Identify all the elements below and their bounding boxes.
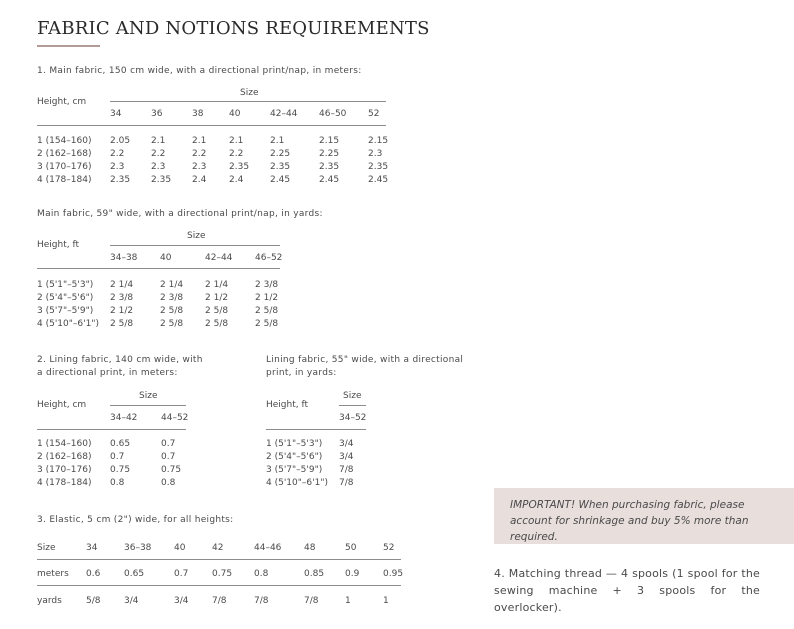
table-cell: 2.35 xyxy=(110,175,131,185)
table-cell: 2.25 xyxy=(319,149,340,159)
table-cell: 7/8 xyxy=(339,478,354,488)
table-cell: 2.15 xyxy=(368,136,389,146)
table-cell: 2.1 xyxy=(192,136,207,146)
column-header: 34 xyxy=(86,543,98,553)
row-label: 2 (162–168) xyxy=(37,452,92,462)
row-label: 1 (154–160) xyxy=(37,136,92,146)
table-cell: 3/4 xyxy=(124,596,139,606)
column-header: 34–38 xyxy=(110,253,138,263)
table-cell: 2.2 xyxy=(151,149,166,159)
table-cell: 0.8 xyxy=(161,478,176,488)
row-label: 2 (5'4"–5'6") xyxy=(266,452,323,462)
row-header: Size xyxy=(37,543,56,553)
column-header: 50 xyxy=(345,543,357,553)
table-cell: 2.1 xyxy=(229,136,244,146)
size-label: Size xyxy=(343,391,362,401)
row-label: 2 (5'4"–5'6") xyxy=(37,293,94,303)
table-caption: 1. Main fabric, 150 cm wide, with a directional print/nap, in meters: xyxy=(37,66,362,76)
column-header: 40 xyxy=(160,253,172,263)
table-cell: 0.8 xyxy=(110,478,125,488)
size-rule xyxy=(339,405,366,406)
table-cell: 2.3 xyxy=(151,162,166,172)
table-cell: 2.25 xyxy=(270,149,291,159)
table-caption: Main fabric, 59" wide, with a directional print/nap, in yards: xyxy=(37,209,323,219)
table-cell: 2.1 xyxy=(270,136,285,146)
table-cell: 0.7 xyxy=(110,452,125,462)
column-header: 38 xyxy=(192,109,204,119)
table-cell: 0.85 xyxy=(304,569,325,579)
table-cell: 0.7 xyxy=(161,439,176,449)
important-text: When purchasing fabric, please account for shrinkage and buy 5% more than required. xyxy=(510,499,749,543)
header-rule xyxy=(37,268,280,269)
table-cell: 2.35 xyxy=(151,175,172,185)
table-cell: 2.3 xyxy=(192,162,207,172)
column-header: 46–52 xyxy=(255,253,283,263)
column-header: 42–44 xyxy=(270,109,298,119)
table-cell: 3/4 xyxy=(174,596,189,606)
table-caption: Lining fabric, 55" wide, with a directional xyxy=(266,355,464,365)
table-caption: print, in yards: xyxy=(266,368,337,378)
row-header: Height, ft xyxy=(266,400,309,410)
column-header: 36 xyxy=(151,109,163,119)
table-cell: 0.9 xyxy=(345,569,360,579)
table-cell: 2 1/4 xyxy=(110,280,134,290)
table-cell: 2 1/2 xyxy=(110,306,134,316)
column-header: 44–46 xyxy=(254,543,282,553)
row-label: 4 (5'10"–6'1") xyxy=(266,478,328,488)
table-cell: 0.65 xyxy=(110,439,131,449)
table-cell: 2 5/8 xyxy=(205,319,229,329)
table-cell: 2.3 xyxy=(368,149,383,159)
table-cell: 2 5/8 xyxy=(160,319,184,329)
row-label: 3 (170–176) xyxy=(37,465,92,475)
title-underline xyxy=(37,45,100,47)
row-header: Height, cm xyxy=(37,97,87,107)
column-header: 44–52 xyxy=(161,413,189,423)
important-note xyxy=(494,488,794,544)
row-label: 4 (5'10"–6'1") xyxy=(37,319,99,329)
table-cell: 3/4 xyxy=(339,439,354,449)
column-header: 52 xyxy=(383,543,395,553)
table-cell: 2.1 xyxy=(151,136,166,146)
table-cell: 2.35 xyxy=(368,162,389,172)
table-cell: 2.45 xyxy=(319,175,340,185)
table-cell: 0.7 xyxy=(161,452,176,462)
row-label: 4 (178–184) xyxy=(37,175,92,185)
table-cell: 2 3/8 xyxy=(160,293,184,303)
table-cell: 2 1/4 xyxy=(205,280,229,290)
table-cell: 2.2 xyxy=(110,149,125,159)
table-cell: 2.2 xyxy=(192,149,207,159)
row-label: meters xyxy=(37,569,69,579)
table-cell: 2.4 xyxy=(192,175,207,185)
table-cell: 1 xyxy=(345,596,351,606)
table-cell: 2 3/8 xyxy=(255,280,279,290)
table-cell: 2.2 xyxy=(229,149,244,159)
row-label: 1 (5'1"–5'3") xyxy=(266,439,323,449)
table-cell: 2 1/2 xyxy=(205,293,229,303)
table-cell: 2.45 xyxy=(270,175,291,185)
size-label: Size xyxy=(187,231,206,241)
table-cell: 2 5/8 xyxy=(110,319,134,329)
row-label: 3 (5'7"–5'9") xyxy=(266,465,323,475)
table-cell: 0.65 xyxy=(124,569,145,579)
table-cell: 2.35 xyxy=(319,162,340,172)
header-rule xyxy=(266,429,366,430)
row-label: 3 (5'7"–5'9") xyxy=(37,306,94,316)
table-caption: 3. Elastic, 5 cm (2") wide, for all heights: xyxy=(37,515,234,525)
table-cell: 2.35 xyxy=(229,162,250,172)
size-label: Size xyxy=(240,88,259,98)
table-caption: 2. Lining fabric, 140 cm wide, with xyxy=(37,355,203,365)
column-header: 34 xyxy=(110,109,122,119)
table-cell: 0.7 xyxy=(174,569,189,579)
thread-requirement: 4. Matching thread — 4 spools (1 spool for the sewing machine + 3 spools for the overlocker). xyxy=(494,567,760,614)
header-rule xyxy=(37,125,386,126)
table-cell: 0.95 xyxy=(383,569,404,579)
table-cell: 3/4 xyxy=(339,452,354,462)
table-cell: 7/8 xyxy=(254,596,269,606)
row-label: 1 (5'1"–5'3") xyxy=(37,280,94,290)
table-cell: 7/8 xyxy=(304,596,319,606)
table-cell: 2 5/8 xyxy=(160,306,184,316)
column-header: 34–52 xyxy=(339,413,367,423)
table-cell: 2.15 xyxy=(319,136,340,146)
row-label: 2 (162–168) xyxy=(37,149,92,159)
table-cell: 2 1/4 xyxy=(160,280,184,290)
table-cell: 0.75 xyxy=(161,465,182,475)
table-cell: 2 1/2 xyxy=(255,293,279,303)
column-header: 40 xyxy=(229,109,241,119)
row-header: Height, ft xyxy=(37,240,80,250)
column-header: 42–44 xyxy=(205,253,233,263)
row-label: yards xyxy=(37,596,62,606)
table-cell: 0.8 xyxy=(254,569,269,579)
size-rule xyxy=(110,101,386,102)
table-cell: 2.05 xyxy=(110,136,131,146)
table-cell: 2.35 xyxy=(270,162,291,172)
column-header: 46–50 xyxy=(319,109,347,119)
table-caption: a directional print, in meters: xyxy=(37,368,178,378)
column-header: 40 xyxy=(174,543,186,553)
table-cell: 2.45 xyxy=(368,175,389,185)
table-cell: 2.4 xyxy=(229,175,244,185)
column-header: 36–38 xyxy=(124,543,152,553)
column-header: 48 xyxy=(304,543,316,553)
column-header: 52 xyxy=(368,109,380,119)
header-rule xyxy=(37,559,401,560)
table-cell: 2.3 xyxy=(110,162,125,172)
row-label: 3 (170–176) xyxy=(37,162,92,172)
row-label: 4 (178–184) xyxy=(37,478,92,488)
header-rule xyxy=(37,429,186,430)
table-cell: 1 xyxy=(383,596,389,606)
row-label: 1 (154–160) xyxy=(37,439,92,449)
table-cell: 2 5/8 xyxy=(205,306,229,316)
table-cell: 5/8 xyxy=(86,596,101,606)
row-rule xyxy=(37,585,401,586)
important-label: IMPORTANT! xyxy=(510,499,576,511)
table-cell: 2 3/8 xyxy=(110,293,134,303)
table-cell: 2 5/8 xyxy=(255,319,279,329)
table-cell: 7/8 xyxy=(339,465,354,475)
column-header: 34–42 xyxy=(110,413,138,423)
table-cell: 0.75 xyxy=(212,569,233,579)
page-title: FABRIC AND NOTIONS REQUIREMENTS xyxy=(37,18,430,39)
size-rule xyxy=(110,405,186,406)
column-header: 42 xyxy=(212,543,224,553)
size-label: Size xyxy=(139,391,158,401)
table-cell: 0.75 xyxy=(110,465,131,475)
size-rule xyxy=(110,245,280,246)
row-header: Height, cm xyxy=(37,400,87,410)
table-cell: 2 5/8 xyxy=(255,306,279,316)
table-cell: 0.6 xyxy=(86,569,101,579)
table-cell: 7/8 xyxy=(212,596,227,606)
